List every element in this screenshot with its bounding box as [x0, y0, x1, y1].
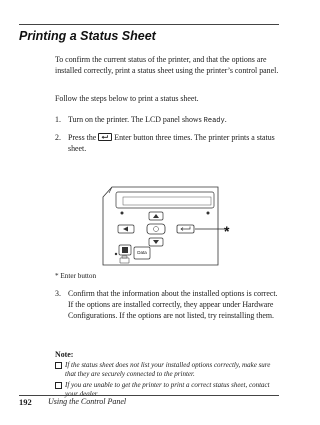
step-number: 1.: [55, 115, 61, 124]
indicator-light: [207, 212, 210, 215]
intro-paragraph: To confirm the current status of the printer, and that the options are installed correctly, print a status sheet using the printer’s control panel.: [55, 55, 279, 75]
footer-section-title: Using the Control Panel: [48, 397, 127, 406]
center-button: [147, 224, 165, 234]
step-1: [55, 115, 281, 127]
callout-marker: *: [224, 223, 230, 239]
checkbox-bullet-icon: [55, 382, 62, 389]
step-2: [55, 133, 281, 157]
figure-footnote: * Enter button: [55, 272, 97, 280]
page-number: 192: [19, 397, 32, 407]
step-3: [55, 289, 281, 337]
step-number: 2.: [55, 133, 61, 142]
control-panel-figure: [100, 183, 240, 271]
lcd-message: Ready: [203, 117, 225, 125]
step-text: Press the Enter button three times. The printer prints a status sheet.: [68, 133, 275, 153]
note-text: If you are unable to get the printer to print a correct status sheet, contact: [65, 381, 270, 389]
step-number: 3.: [55, 289, 61, 298]
follow-paragraph: Follow the steps below to print a status sheet.: [55, 94, 199, 103]
step-text: Turn on the printer. The LCD panel shows Ready.: [68, 115, 227, 125]
note-text: If the status sheet does not list your installed options correctly, make sure that they are securely connected to the printer.: [65, 361, 271, 379]
indicator-light: [121, 212, 124, 215]
step-text: Confirm that the information about the installed options is correct. If the options are installed correctly, they appear under Hardware Configurations. If the options are not listed, try reinstalling them.: [68, 289, 278, 320]
note-item: [55, 361, 281, 381]
data-label: Data: [137, 250, 147, 255]
note-title: Note:: [55, 350, 74, 359]
enter-key-icon: [98, 133, 112, 141]
title-rule: [19, 24, 279, 25]
footer-rule: [19, 395, 279, 396]
section-title: Printing a Status Sheet: [19, 29, 156, 43]
enter-key-label: Enter: [114, 133, 132, 142]
checkbox-bullet-icon: [55, 362, 62, 369]
